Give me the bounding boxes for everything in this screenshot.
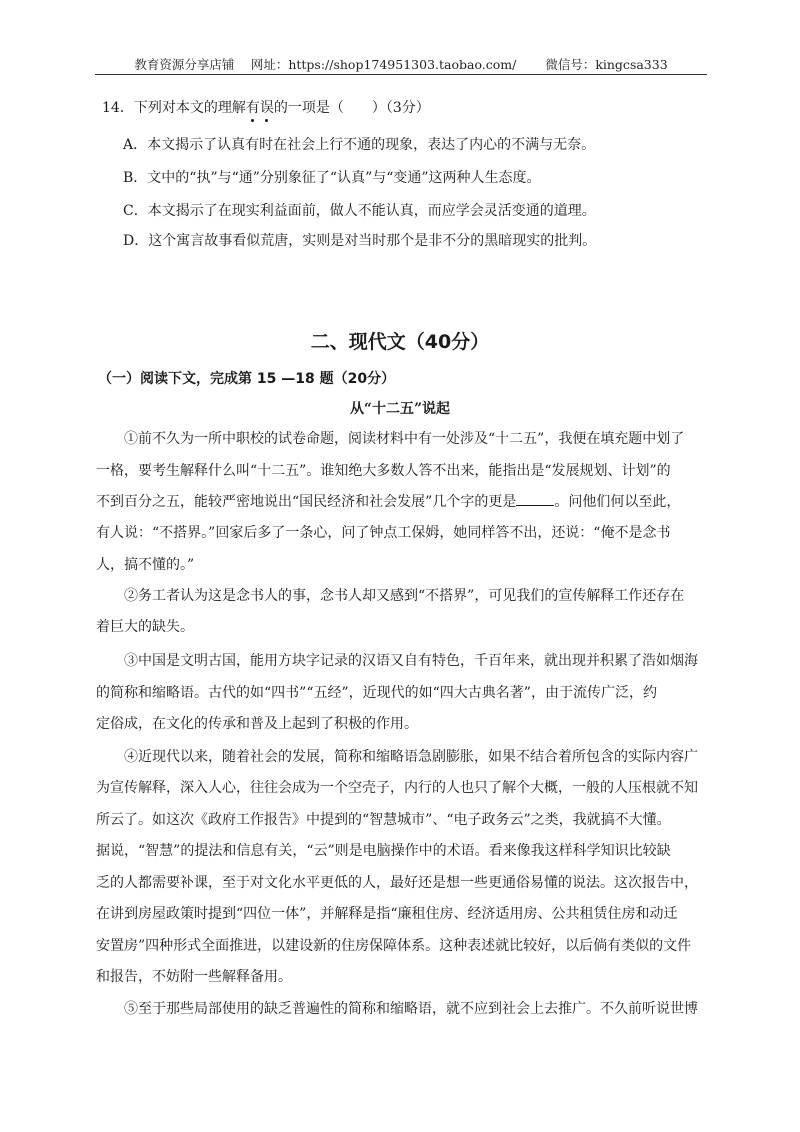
article-line: ④近现代以来，随着社会的发展，简称和缩略语急剧膨胀，如果不结合着所包含的实际内容广 — [124, 749, 698, 765]
article-line: 据说，“智慧”的提法和信息有关，“云”则是电脑操作中的术语。看来像我这样科学知识比较缺 — [96, 843, 671, 859]
article-line: ⑤至于那些局部使用的缺乏普遍性的简称和缩略语，就不应到社会上去推广。不久前听说世博 — [124, 1001, 698, 1017]
article-line: 和报告，不妨附一些解释备用。 — [96, 969, 292, 985]
article-line: 着巨大的缺失。 — [96, 619, 194, 635]
article-line: 的简称和缩略语。古代的如“四书”“五经”，近现代的如“四大古典名著”，由于流传广泛，约 — [96, 685, 657, 701]
article-line: 在讲到房屋政策时提到“四位一体”，并解释是指“廉租住房、经济适用房、公共租赁住房和动迁 — [96, 906, 678, 922]
article-line: ③中国是文明古国，能用方块字记录的汉语又自有特色，千百年来，就出现并积累了浩如烟海 — [124, 653, 698, 669]
question-text-post: 的一项是（ ）（3分） — [273, 100, 430, 116]
question-number: 14． — [102, 100, 134, 116]
question-14 — [102, 99, 430, 117]
option-d: D．这个寓言故事看似荒唐，实则是对当时那个是非不分的黑暗现实的批判。 — [123, 233, 597, 249]
option-b: B．文中的“执”与“通”分别象征了“认真”与“变通”这两种人生态度。 — [123, 170, 541, 186]
article-line: 人，搞不懂的。” — [96, 557, 195, 573]
header-site: 网址：https://shop174951303.taobao.com/ — [250, 57, 517, 72]
article-line: ①前不久为一所中职校的试卷命题，阅读材料中有一处涉及“十二五”，我便在填充题中划了 — [124, 431, 685, 447]
subsection-heading: （一）阅读下文，完成第 15 —18 题（20分） — [98, 371, 396, 387]
article-line: ②务工者认为这是念书人的事，念书人却又感到“不搭界”，可见我们的宣传解释工作还存在 — [124, 588, 685, 604]
emphasis-char-2: 误 — [259, 100, 274, 116]
article-line: 有人说：“不搭界。”回家后多了一条心，问了钟点工保姆，她同样答不出，还说：“俺不是念书 — [96, 525, 671, 541]
article-line: 乏的人都需要补课，至于对文化水平更低的人，最好还是想一些更通俗易懂的说法。这次报告中， — [96, 875, 698, 891]
header-shop: 教育资源分享店铺 — [134, 57, 235, 72]
option-c: C．本文揭示了在现实利益面前，做人不能认真，而应学会灵活变通的道理。 — [123, 203, 596, 219]
article-line: 所云了。如这次《政府工作报告》中提到的“智慧城市”、“电子政务云”之类，我就搞不大懂。 — [96, 812, 671, 828]
emphasis-char-1: 有 — [245, 100, 260, 116]
article-line: 安置房”四种形式全面推进，以建设新的住房保障体系。这种表述就比较好，以后倘有类似的文件 — [96, 938, 692, 954]
header-divider — [95, 74, 707, 75]
article-line — [96, 493, 680, 511]
question-text-pre: 下列对本文的理解 — [133, 100, 246, 116]
article-line: 为宣传解释，深入人心，往往会成为一个空壳子，内行的人也只了解个大概，一般的人压根就不知 — [96, 780, 698, 796]
header-wechat: 微信号：kingcsa333 — [545, 57, 668, 72]
article-line: 定俗成，在文化的传承和普及上起到了积极的作用。 — [96, 716, 418, 732]
article-line-part: 。问他们何以至此， — [554, 494, 681, 510]
article-title: 从“十二五”说起 — [349, 401, 451, 417]
page-header — [95, 55, 707, 73]
article-line-part: 不到百分之五，能较严密地说出“国民经济和社会发展”几个字的更是 — [96, 494, 517, 510]
option-a: A．本文揭示了认真有时在社会上行不通的现象，表达了内心的不满与无奈。 — [123, 137, 596, 153]
section-title: 二、现代文（40分） — [310, 331, 490, 353]
article-line: 一格，要考生解释什么叫“十二五”。谁知绝大多数人答不出来，能指出是“发展规划、计划”的 — [96, 463, 671, 479]
fill-blank — [516, 493, 554, 506]
